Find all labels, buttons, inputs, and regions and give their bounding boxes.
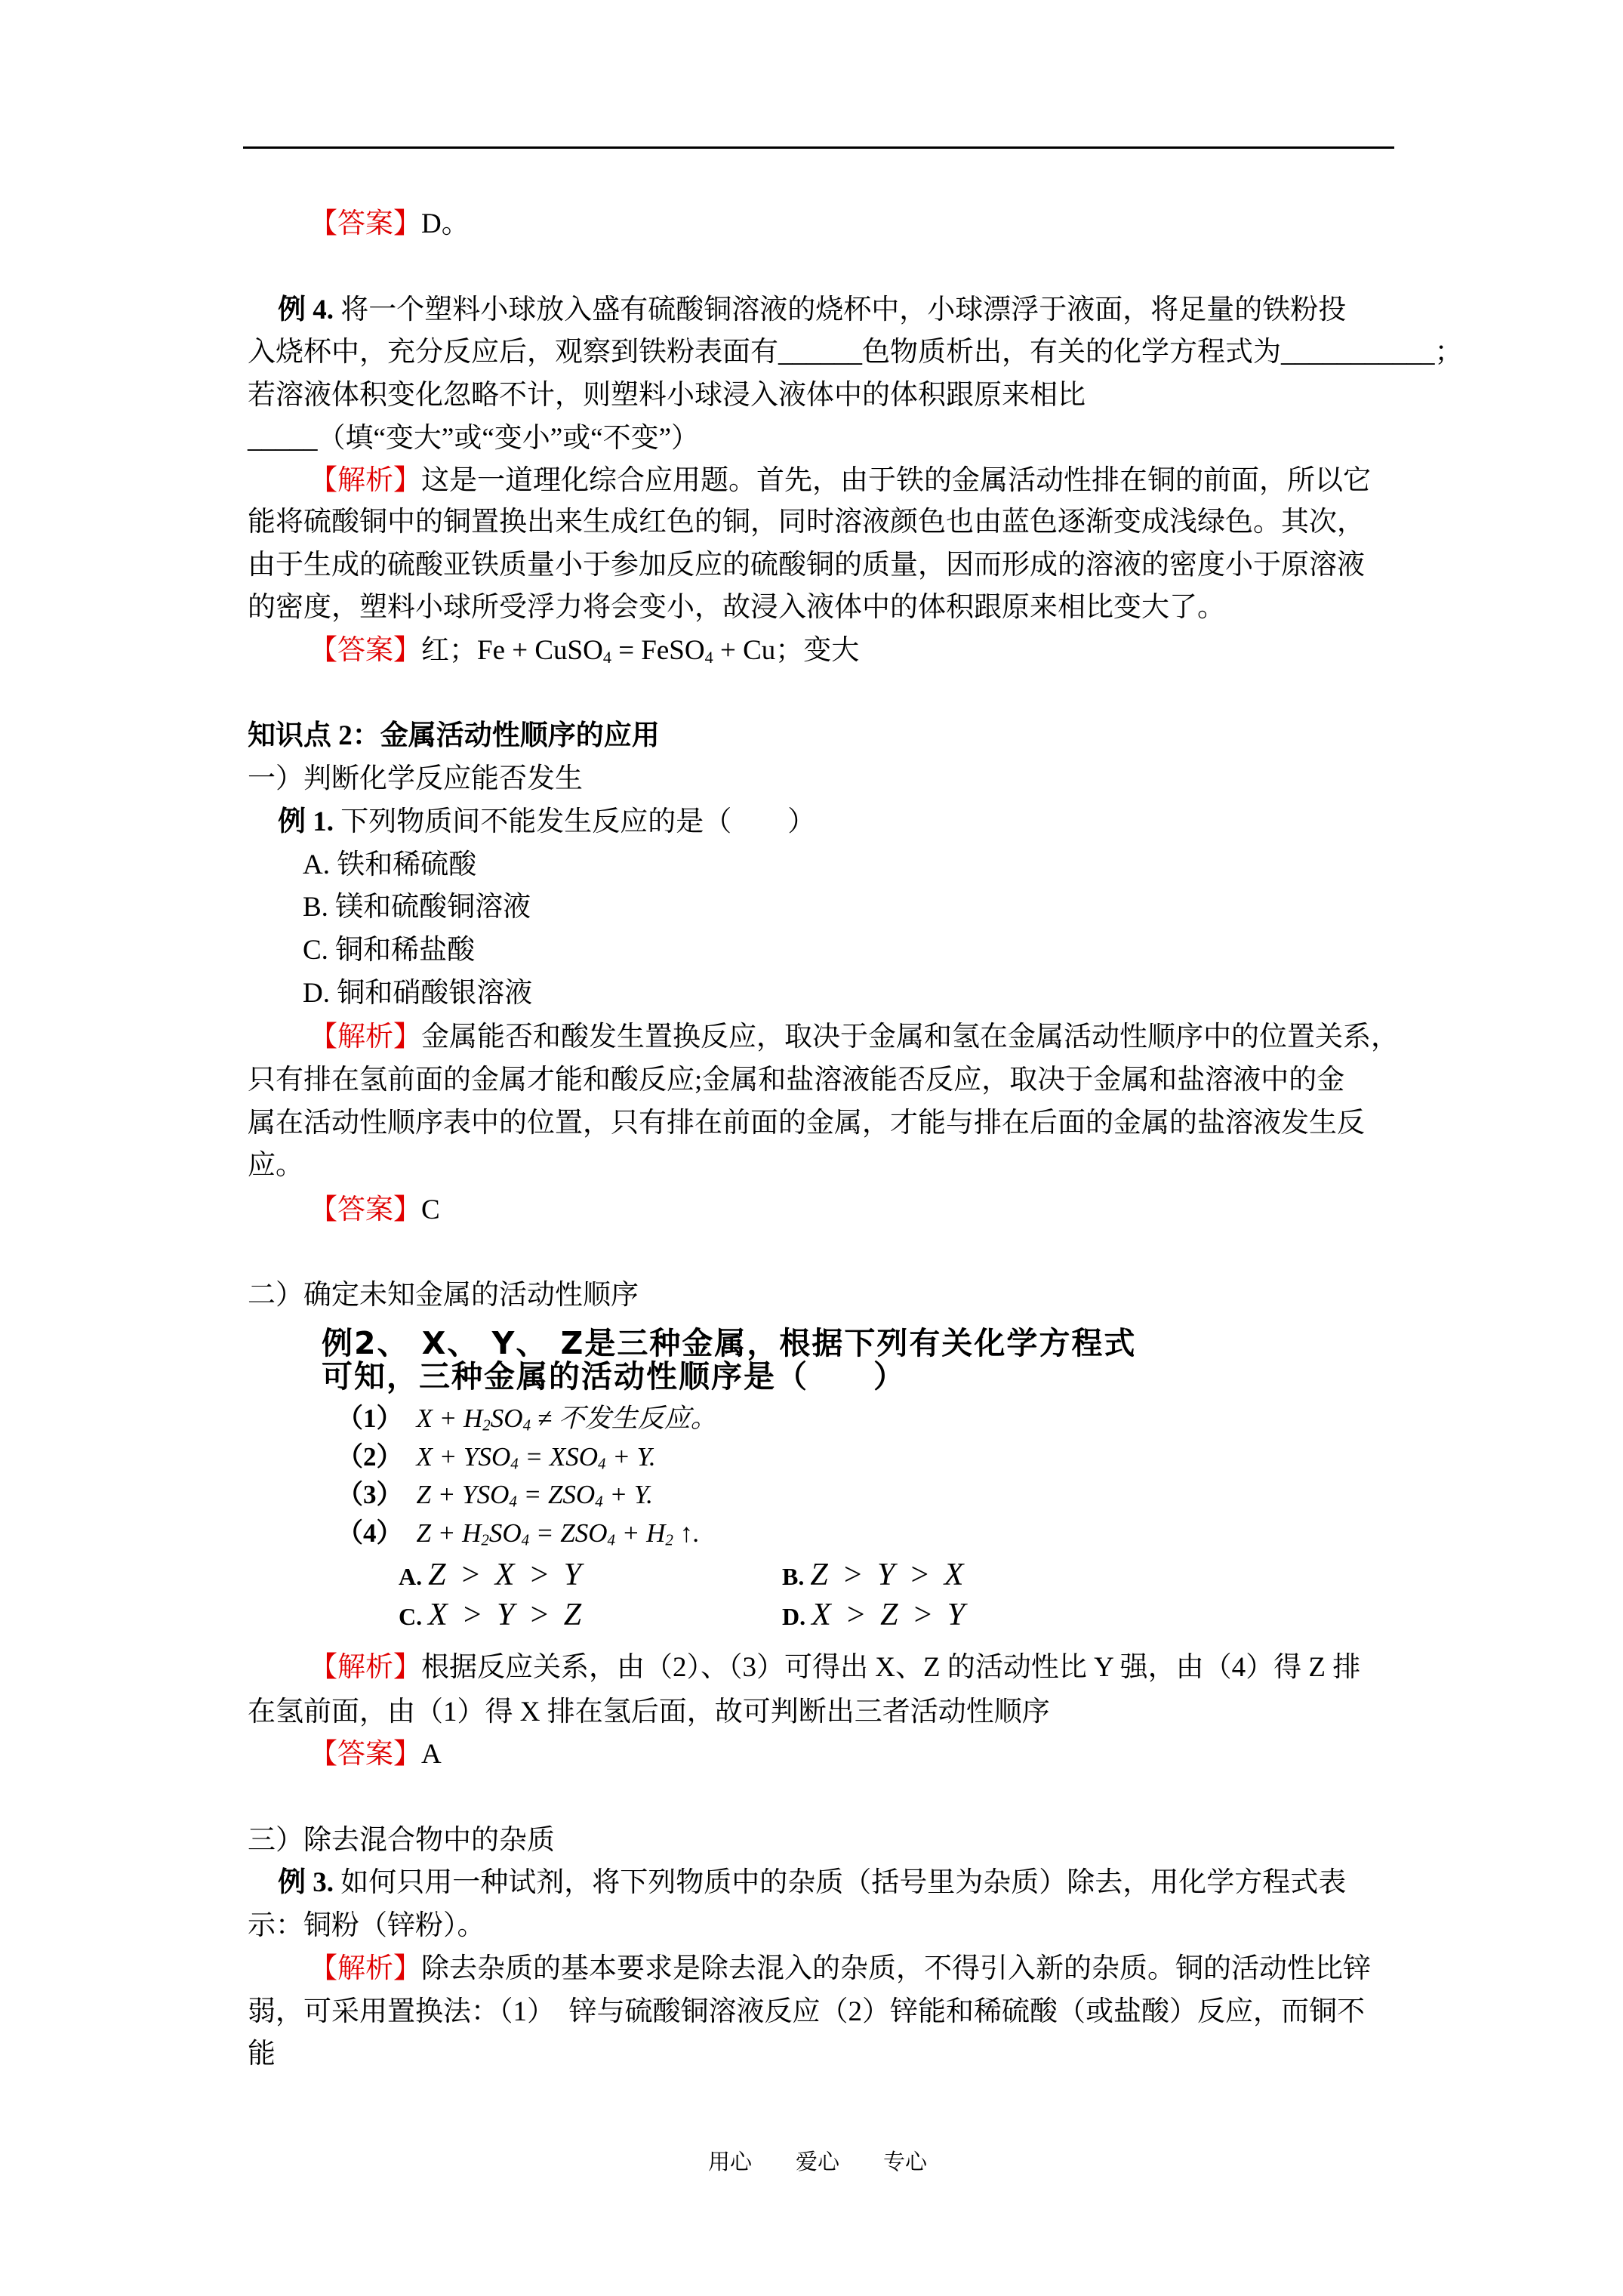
equation-part: = ZSO: [529, 1518, 608, 1548]
example-number: 例 4.: [278, 294, 334, 325]
option-d: D. 铜和硝酸银溶液: [303, 978, 533, 1009]
prev-answer-line: [310, 208, 470, 241]
equation-part: = ZSO: [516, 1480, 596, 1509]
analysis-label: 【解析】: [310, 1022, 421, 1052]
subscript: 4: [521, 1530, 530, 1549]
equation-expression: [417, 1442, 656, 1472]
equation-part: = XSO: [518, 1442, 599, 1472]
example-number: 例 1.: [278, 806, 334, 837]
analysis-label: 【解析】: [310, 1953, 421, 1984]
equation-part: + Y.: [605, 1442, 656, 1472]
analysis-text: 除去杂质的基本要求是除去混入的杂质，不得引入新的杂质。铜的活动性比锌: [421, 1953, 1371, 1984]
equation-part: Z + YSO: [416, 1480, 510, 1509]
example-4-line-4: _____（填“变大”或“变小”或“不变”）: [248, 423, 700, 454]
subscript: 4: [522, 1416, 531, 1435]
example-3-question-line-2: 示：铜粉（锌粉）。: [248, 1910, 485, 1941]
analysis-line: 能: [248, 2039, 276, 2069]
option-key: A.: [399, 1563, 423, 1590]
subscript: 4: [704, 647, 713, 667]
analysis-line: [310, 1021, 1399, 1054]
analysis-line: [310, 1651, 1360, 1684]
analysis-line: 能将硫酸铜中的铜置换出来生成红色的铜，同时溶液颜色也由蓝色逐渐变成浅绿色。其次，: [248, 507, 1365, 538]
subscript: 4: [509, 1492, 517, 1511]
option-key: C.: [399, 1603, 423, 1630]
analysis-line: 由于生成的硫酸亚铁质量小于参加反应的硫酸铜的质量，因而形成的溶液的密度小于原溶液: [248, 550, 1365, 581]
subscript: 2: [481, 1530, 489, 1549]
answer-text: C: [421, 1194, 440, 1225]
equation-part: X + YSO: [416, 1442, 511, 1472]
analysis-text: 金属能否和酸发生置换反应，取决于金属和氢在金属活动性顺序中的位置关系，: [421, 1022, 1399, 1052]
answer-text: D。: [421, 208, 470, 239]
option-value: Z > Y > X: [810, 1558, 967, 1592]
analysis-text: 这是一道理化综合应用题。首先，由于铁的金属活动性排在铜的前面，所以它: [421, 465, 1371, 496]
equation-part: ↑.: [673, 1518, 700, 1548]
answer-text: A: [421, 1739, 442, 1770]
option-value: X > Y > Z: [428, 1598, 585, 1632]
equation-number: （1）: [337, 1404, 403, 1433]
scan-title-line-2: 可知，三种金属的活动性顺序是（ ）: [322, 1358, 906, 1395]
option-b: B. 镁和硫酸铜溶液: [303, 892, 531, 923]
header-rule: [243, 146, 1394, 149]
equation-number: （4）: [337, 1518, 403, 1548]
question-text: 下列物质间不能发生反应的是（ ）: [340, 806, 816, 837]
equation-1: [337, 1401, 717, 1437]
analysis-line: 弱，可采用置换法：（1） 锌与硫酸铜溶液反应（2）锌能和稀硫酸（或盐酸）反应，而铜不: [248, 1996, 1365, 2027]
answer-text: = FeSO: [611, 635, 705, 666]
analysis-line: 只有排在氢前面的金属才能和酸反应;金属和盐溶液能否反应，取决于金属和盐溶液中的金: [248, 1065, 1345, 1096]
example-2-scanned-image: [317, 1325, 1230, 1638]
equation-part: ≠ 不发生反应。: [531, 1404, 717, 1433]
subscript: 4: [607, 1530, 616, 1549]
option-key: D.: [782, 1603, 806, 1630]
option-key: B.: [782, 1563, 805, 1590]
example-number: 例 3.: [278, 1867, 334, 1898]
equation-part: + H: [615, 1518, 666, 1548]
equation-number: （3）: [337, 1480, 403, 1509]
equation-2: [337, 1439, 656, 1475]
answer-label: 【答案】: [310, 1194, 421, 1225]
example-1-question: [278, 806, 815, 839]
analysis-line: [310, 464, 1371, 498]
equation-part: X + H: [416, 1404, 483, 1433]
section-heading: 一）判断化学反应能否发生: [248, 763, 583, 794]
analysis-label: 【解析】: [310, 1652, 421, 1683]
section-heading: 二）确定未知金属的活动性顺序: [248, 1280, 639, 1311]
analysis-text: 根据反应关系，由（2）、（3）可得出 X、Z 的活动性比 Y 强，由（4）得 Z 排: [421, 1652, 1361, 1683]
subscript: 4: [510, 1454, 519, 1473]
answer-text: 红；Fe + CuSO: [421, 635, 603, 666]
knowledge-point-title: 知识点 2：金属活动性顺序的应用: [248, 720, 660, 751]
scan-title-line-1: 例2、 X、 Y、 Z是三种金属，根据下列有关化学方程式: [322, 1325, 1137, 1361]
question-text: 将一个塑料小球放入盛有硫酸铜溶液的烧杯中，小球漂浮于液面，将足量的铁粉投: [340, 294, 1347, 325]
option-value: Z > X > Y: [428, 1558, 585, 1592]
scan-option-b: [782, 1557, 966, 1595]
analysis-label: 【解析】: [310, 465, 421, 496]
subscript: 4: [602, 647, 611, 667]
scan-option-c: [399, 1597, 584, 1635]
equation-4: [337, 1515, 700, 1552]
subscript: 2: [665, 1530, 673, 1549]
answer-text: + Cu；变大: [713, 635, 860, 666]
equation-3: [337, 1477, 653, 1513]
analysis-line: 应。: [248, 1150, 303, 1181]
equation-part: SO: [488, 1518, 522, 1548]
equation-expression: [417, 1518, 700, 1548]
equation-part: + Y.: [602, 1480, 653, 1509]
equation-number: （2）: [337, 1442, 403, 1472]
subscript: 4: [595, 1492, 603, 1511]
option-c: C. 铜和稀盐酸: [303, 935, 476, 966]
question-text: 如何只用一种试剂，将下列物质中的杂质（括号里为杂质）除去，用化学方程式表: [340, 1867, 1347, 1898]
option-a: A. 铁和稀硫酸: [303, 849, 477, 880]
answer-label: 【答案】: [310, 635, 421, 666]
example-4-line-1: [278, 294, 1346, 327]
example-4-line-3: 若溶液体积变化忽略不计，则塑料小球浸入液体中的体积跟原来相比: [248, 380, 1086, 411]
analysis-line: 在氢前面，由（1）得 X 排在氢后面，故可判断出三者活动性顺序: [248, 1697, 1050, 1727]
equation-expression: [417, 1404, 717, 1433]
analysis-line: 的密度，塑料小球所受浮力将会变小，故浸入液体中的体积跟原来相比变大了。: [248, 592, 1225, 623]
subscript: 2: [482, 1416, 491, 1435]
equation-expression: [417, 1480, 653, 1509]
scan-option-a: [399, 1557, 584, 1595]
subscript: 4: [598, 1454, 606, 1473]
answer-label: 【答案】: [310, 208, 421, 239]
example-3-question: [278, 1866, 1346, 1900]
option-value: X > Z > Y: [812, 1598, 969, 1632]
example-4-line-2: 入烧杯中，充分反应后，观察到铁粉表面有______色物质析出，有关的化学方程式为___________；: [248, 337, 1463, 368]
equation-part: SO: [490, 1404, 523, 1433]
answer-line: [310, 1194, 440, 1227]
page-footer: 用心 爱心 专心: [708, 2150, 928, 2174]
analysis-line: 属在活动性顺序表中的位置，只有排在前面的金属，才能与排在后面的金属的盐溶液发生反: [248, 1108, 1365, 1139]
scan-option-d: [782, 1597, 968, 1635]
answer-line: [310, 634, 859, 667]
equation-part: Z + H: [416, 1518, 482, 1548]
section-heading: 三）除去混合物中的杂质: [248, 1825, 555, 1856]
answer-line: [310, 1738, 442, 1771]
analysis-line: [310, 1952, 1371, 1986]
answer-label: 【答案】: [310, 1739, 421, 1770]
